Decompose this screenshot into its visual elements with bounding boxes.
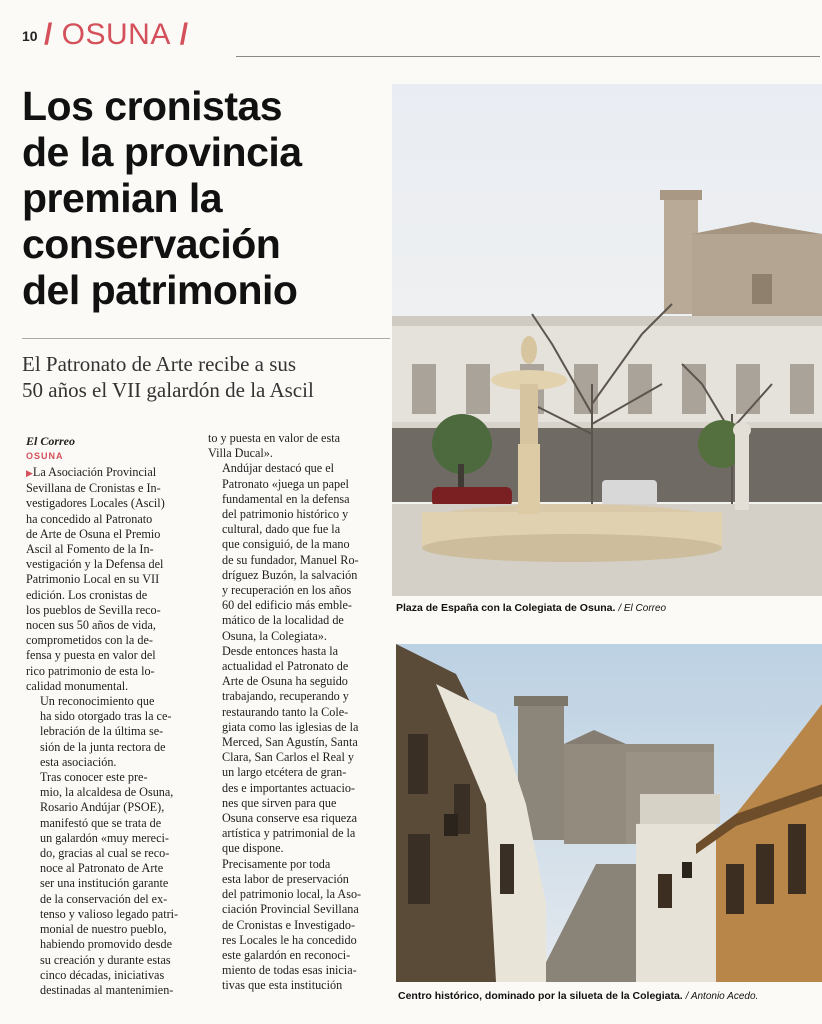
text-line: cultural, dado que fue la (222, 522, 341, 537)
text-line: do, gracias al cual se reco- (40, 846, 170, 861)
headline-line: Los cronistas (22, 83, 283, 129)
text-line: este galardón en reconoci- (222, 947, 351, 962)
section-header: / OSUNA / (44, 18, 189, 51)
text-line: noce al Patronato de Arte (40, 861, 164, 876)
text-line: mio, la alcaldesa de Osuna, (40, 785, 174, 800)
text-line: restaurando tanto la Cole- (222, 704, 349, 719)
text-line: comprometidos con la de- (26, 633, 153, 648)
photo-credit: / El Correo (618, 603, 667, 614)
text-line: Arte de Osuna ha seguido (222, 674, 348, 689)
photo-credit: / Antonio Acedo. (685, 991, 759, 1002)
text-line: Un reconocimiento que (40, 694, 155, 709)
headline-rule (22, 338, 390, 339)
photo-caption (398, 990, 758, 1002)
text-line: des e importantes actuacio- (222, 780, 355, 795)
text-line: Rosario Andújar (PSOE), (40, 800, 165, 815)
headline-line: premian la (22, 174, 223, 221)
text-line: vestigación y la Defensa del (26, 557, 164, 572)
text-line: Clara, San Carlos el Real y (222, 750, 354, 765)
caption-text: Plaza de España con la Colegiata de Osuna. (396, 602, 616, 614)
subheadline-line: 50 años el VII galardón de la Ascil (22, 377, 314, 402)
text-line: Andújar destacó que el (222, 461, 335, 476)
text-line: sión de la junta rectora de (40, 739, 166, 754)
section-title: OSUNA (61, 18, 171, 51)
text-line: cinco décadas, iniciativas (40, 967, 165, 982)
paragraph (208, 431, 386, 461)
text-line: giata como las iglesias de la (222, 719, 359, 734)
text-line: Villa Ducal». (208, 446, 273, 461)
text-line: ser una institución garante (40, 876, 169, 891)
text-line: Osuna conserve esa riqueza (222, 811, 358, 826)
text-line: Precisamente por toda (222, 856, 331, 871)
text-line: monial de nuestro pueblo, (40, 922, 167, 937)
text-line: de Cronistas e Investigado- (222, 917, 356, 932)
text-line: de su fundador, Manuel Ro- (222, 552, 359, 567)
text-line: los pueblos de Sevilla reco- (26, 602, 161, 617)
text-line: habiendo promovido desde (40, 937, 173, 952)
paragraph-marker: ▶ (26, 468, 33, 478)
text-line: ciación Provincial Sevillana (222, 902, 359, 917)
text-line: nocen sus 50 años de vida, (26, 618, 156, 633)
subheadline (22, 352, 390, 403)
text-line: un galardón «muy mereci- (40, 830, 169, 845)
text-line: 60 del edificio más emble- (222, 598, 352, 613)
text-line: destinadas al mantenimien- (40, 982, 174, 997)
text-line: ha concedido al Patronato (26, 511, 153, 526)
text-line: Ascil al Fomento de la In- (26, 542, 154, 557)
paragraph (208, 461, 386, 643)
text-line: La Asociación Provincial (32, 465, 157, 479)
text-line: Patronato «juega un papel (222, 476, 349, 491)
text-line: esta asociación. (40, 754, 117, 769)
text-line: tenso y valioso legado patri- (40, 906, 179, 921)
photo-plaza-espana (392, 84, 822, 596)
headline-line: conservación (22, 220, 281, 267)
headline-line: de la provincia (22, 128, 302, 175)
subheadline-line: El Patronato de Arte recibe a sus (22, 352, 297, 376)
text-line: tivas que esta institución (222, 978, 343, 993)
text-line: manifestó que se trata de (40, 815, 162, 830)
text-line: su creación y durante estas (40, 952, 171, 967)
text-line: y recuperación en los años (222, 583, 352, 598)
text-line: Osuna, la Colegiata». (222, 628, 327, 643)
text-line: res Locales le ha concedido (222, 932, 357, 947)
text-line: que consiguió, de la mano (222, 537, 350, 552)
text-line: Patrimonio Local en su VII (26, 572, 160, 587)
article-column-2 (208, 431, 386, 994)
text-line: dríguez Buzón, la salvación (222, 567, 358, 582)
headline-line: del patrimonio (22, 266, 298, 313)
text-line: del patrimonio local, la Aso- (222, 887, 362, 902)
text-line: Desde entonces hasta la (222, 643, 339, 658)
paragraph (26, 770, 202, 998)
text-line: del patrimonio histórico y (222, 507, 349, 522)
text-line: que dispone. (222, 841, 284, 856)
text-line: Tras conocer este pre- (40, 770, 148, 785)
text-line: calidad monumental. (26, 678, 129, 693)
text-line: mático de la localidad de (222, 613, 344, 628)
article-column-1 (26, 465, 202, 998)
text-line: fensa y puesta en valor del (26, 648, 156, 663)
header-rule (236, 56, 820, 57)
text-line: lebración de la última se- (40, 724, 164, 739)
headline (22, 84, 392, 314)
text-line: Sevillana de Cronistas e In- (26, 481, 161, 496)
text-line: fundamental en la defensa (222, 491, 350, 506)
byline: El Correo (26, 434, 76, 448)
text-line: un largo etcétera de gran- (222, 765, 347, 780)
text-line: Merced, San Agustín, Santa (222, 735, 358, 750)
text-line: nes que sirven para que (222, 795, 337, 810)
text-line: ha sido otorgado tras la ce- (40, 709, 172, 724)
dateline: OSUNA (26, 451, 64, 461)
paragraph (26, 694, 202, 770)
photo-centro-historico (396, 644, 822, 982)
text-line: trabajando, recuperando y (222, 689, 349, 704)
text-line: vestigadores Locales (Ascil) (26, 496, 165, 511)
paragraph (208, 857, 386, 994)
photo-caption (396, 602, 666, 614)
text-line: to y puesta en valor de esta (208, 431, 340, 445)
text-line: actualidad el Patronato de (222, 659, 349, 674)
paragraph (208, 644, 386, 857)
text-line: miento de todas esas inicia- (222, 963, 357, 978)
text-line: rico patrimonio de esta lo- (26, 663, 155, 678)
paragraph (26, 465, 202, 694)
text-line: artística y patrimonial de la (222, 826, 356, 841)
caption-text: Centro histórico, dominado por la silueta de la Colegiata. (398, 990, 683, 1002)
text-line: de la conservación del ex- (40, 891, 168, 906)
text-line: edición. Los cronistas de (26, 587, 148, 602)
page-number: 10 (22, 28, 38, 44)
text-line: esta labor de preservación (222, 871, 349, 886)
text-line: de Arte de Osuna el Premio (26, 526, 161, 541)
